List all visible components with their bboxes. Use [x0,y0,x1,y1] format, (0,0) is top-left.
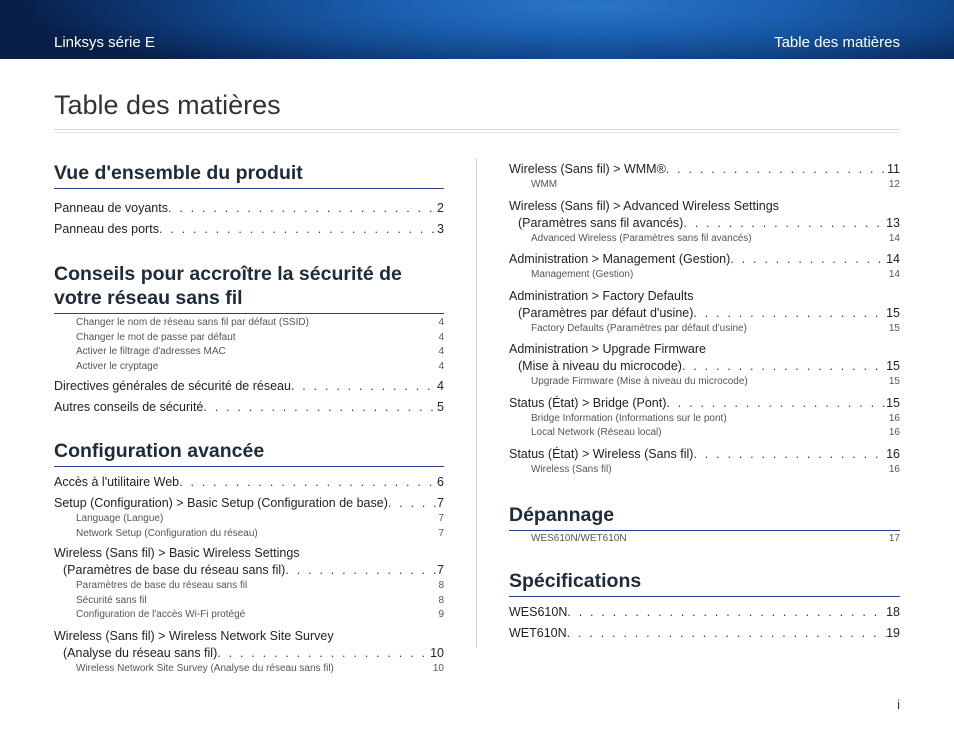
section-heading [54,262,444,314]
toc-subentry[interactable] [509,463,900,478]
toc-entry-page: 6 [437,475,444,489]
toc-subentry-page: 16 [888,412,900,424]
toc-entry-page: 19 [886,625,900,640]
toc-subentry[interactable] [509,268,900,283]
toc-entry-line[interactable]: Wireless (Sans fil) > Advanced Wireless Settings [509,198,779,213]
toc-entry[interactable] [509,161,900,178]
toc-entry-title: (Mise à niveau du microcode) [518,359,682,373]
toc-subentry-page: 9 [438,609,444,620]
toc-subentry[interactable] [54,316,444,331]
title-rule-secondary [54,132,900,133]
toc-subentry-page: 17 [888,533,900,544]
toc-subentry[interactable] [509,426,900,441]
toc-entry[interactable] [509,395,900,412]
toc-subentry-title: Wireless (Sans fil) [531,463,612,475]
toc-entry-line[interactable]: Wireless (Sans fil) > Basic Wireless Settings [54,546,300,560]
toc-subentry-title: Paramètres de base du réseau sans fil [76,580,248,591]
toc-entry-page: 14 [886,252,900,266]
toc-subentry-title: Network Setup (Configuration du réseau) [76,527,258,539]
toc-subentry-title: Local Network (Réseau local) [531,427,662,438]
toc-entry-page: 18 [886,604,900,619]
toc-subentry[interactable] [509,532,900,547]
toc-entry[interactable] [54,378,444,395]
toc-entry-page: 5 [437,400,444,414]
leader-dots [291,378,437,395]
toc-subentry-page: 8 [438,594,444,606]
toc-subentry-title: Upgrade Firmware (Mise à niveau du microcode) [531,376,748,387]
leader-dots [666,395,886,412]
toc-entry-title: Autres conseils de sécurité [54,400,204,414]
toc-entry-title: Wireless (Sans fil) > WMM® [509,162,666,176]
toc-subentry-page: 7 [438,527,444,539]
leader-dots [203,399,437,416]
toc-subentry-page: 15 [888,376,900,387]
toc-entry-page: 10 [430,645,444,660]
toc-entry-page: 15 [886,359,900,373]
toc-subentry[interactable] [54,662,444,677]
toc-entry[interactable] [54,562,444,579]
toc-subentry-page: 8 [438,580,444,591]
toc-entry-title: Panneau des ports [54,222,159,236]
toc-subentry[interactable] [509,412,900,427]
leader-dots [730,251,886,268]
toc-entry[interactable] [509,215,900,232]
toc-subentry-page: 14 [888,232,900,244]
toc-entry-page: 2 [437,201,444,215]
toc-subentry[interactable] [54,345,444,360]
section-heading: Configuration avancée [54,439,444,467]
toc-subentry-page: 4 [438,331,444,343]
leader-dots [683,215,886,232]
toc-entry-title: Directives générales de sécurité de réseau [54,379,291,393]
toc-entry[interactable] [509,251,900,268]
toc-entry-title: Status (État) > Bridge (Pont) [509,395,667,410]
toc-subentry-title: Advanced Wireless (Paramètres sans fil avancés) [531,232,752,244]
toc-entry-title: Panneau de voyants [54,201,168,215]
section-heading: Spécifications [509,569,900,597]
toc-subentry-title: WES610N/WET610N [531,533,627,544]
header-section-name: Table des matières [774,34,900,51]
leader-dots [693,305,886,322]
toc-subentry-page: 4 [438,360,444,372]
leader-dots [168,200,437,217]
toc-subentry-title: Bridge Information (Informations sur le pont) [531,412,727,424]
toc-subentry-title: Changer le mot de passe par défaut [76,331,236,343]
leader-dots [682,358,886,375]
toc-subentry-title: Wireless Network Site Survey (Analyse du réseau sans fil) [76,662,334,674]
page-number: i [897,697,900,712]
toc-subentry[interactable] [509,322,900,337]
toc-entry[interactable] [509,358,900,375]
toc-subentry[interactable] [509,232,900,247]
toc-subentry-page: 15 [888,322,900,334]
leader-dots [159,221,437,238]
toc-subentry-page: 7 [438,513,444,524]
section-heading: Dépannage [509,503,900,531]
leader-dots [217,645,430,662]
toc-entry[interactable] [54,221,444,238]
toc-subentry-title: Changer le nom de réseau sans fil par défaut (SSID) [76,317,309,328]
toc-entry-page: 15 [886,395,900,410]
toc-subentry-page: 10 [432,662,444,674]
toc-subentry-title: Activer le filtrage d'adresses MAC [76,346,226,357]
toc-entry-line[interactable]: Wireless (Sans fil) > Wireless Network Site Survey [54,628,334,643]
leader-dots [693,446,886,463]
toc-entry[interactable] [509,446,900,463]
toc-subentry-page: 4 [438,317,444,328]
toc-entry[interactable] [54,474,444,491]
toc-entry[interactable] [54,495,444,512]
toc-subentry[interactable] [54,527,444,542]
toc-subentry-title: Configuration de l'accès Wi-Fi protégé [76,609,246,620]
toc-entry-line[interactable]: Administration > Upgrade Firmware [509,342,706,356]
toc-entry[interactable] [54,645,444,662]
toc-entry-title: (Paramètres sans fil avancés) [518,215,684,230]
toc-subentry-title: WMM [531,179,558,190]
toc-subentry[interactable] [54,594,444,609]
toc-entry-page: 13 [886,215,900,230]
leader-dots [388,495,437,512]
toc-subentry[interactable] [54,331,444,346]
toc-entry-line[interactable]: Administration > Factory Defaults [509,288,694,303]
toc-subentry-title: Management (Gestion) [531,269,634,280]
toc-entry[interactable] [54,200,444,217]
header-product-name: Linksys série E [54,34,155,51]
toc-entry-title: WES610N [509,604,568,619]
toc-subentry-title: Activer le cryptage [76,360,159,372]
section-heading-line: Conseils pour accroître la sécurité de [54,263,402,285]
toc-entry-page: 7 [437,496,444,510]
toc-subentry-page: 16 [888,427,900,438]
toc-entry[interactable] [509,305,900,322]
toc-entry-title: (Paramètres par défaut d'usine) [518,305,694,320]
toc-entry-page: 7 [437,563,444,577]
toc-subentry[interactable] [54,579,444,594]
toc-entry-title: (Analyse du réseau sans fil) [63,645,218,660]
toc-entry-page: 11 [887,162,900,176]
toc-entry-title: WET610N [509,625,567,640]
toc-entry-page: 3 [437,222,444,236]
column-divider [476,158,477,648]
toc-subentry-title: Sécurité sans fil [76,594,147,606]
leader-dots [666,161,887,178]
toc-entry-title: Administration > Management (Gestion) [509,252,731,266]
toc-entry-title: (Paramètres de base du réseau sans fil) [63,563,286,577]
toc-subentry[interactable] [509,375,900,390]
toc-subentry-page: 4 [438,346,444,357]
page-title: Table des matières [54,90,281,120]
leader-dots [179,474,437,491]
header-banner [0,0,954,59]
toc-entry-page: 15 [886,305,900,320]
toc-subentry-title: Factory Defaults (Paramètres par défaut d'usine) [531,322,747,334]
toc-entry-title: Accès à l'utilitaire Web [54,475,180,489]
leader-dots [567,604,886,621]
toc-subentry[interactable] [54,608,444,623]
leader-dots [285,562,437,579]
toc-entry[interactable] [509,604,900,621]
toc-entry-page: 4 [437,379,444,393]
toc-left-column [54,161,444,676]
toc-entry-title: Status (État) > Wireless (Sans fil) [509,446,694,461]
toc-subentry-page: 12 [888,179,900,190]
section-heading-line: votre réseau sans fil [54,287,243,309]
toc-subentry[interactable] [509,178,900,193]
toc-entry-page: 16 [886,446,900,461]
toc-subentry-page: 14 [888,269,900,280]
toc-subentry[interactable] [54,512,444,527]
toc-right-column [509,161,900,642]
toc-subentry-title: Language (Langue) [76,513,164,524]
toc-subentry-page: 16 [888,463,900,475]
toc-entry[interactable] [54,399,444,416]
toc-entry-title: Setup (Configuration) > Basic Setup (Configuration de base) [54,496,388,510]
toc-entry[interactable] [509,625,900,642]
toc-subentry[interactable] [54,360,444,375]
leader-dots [567,625,886,642]
section-heading: Vue d'ensemble du produit [54,161,444,189]
title-rule [54,129,900,130]
